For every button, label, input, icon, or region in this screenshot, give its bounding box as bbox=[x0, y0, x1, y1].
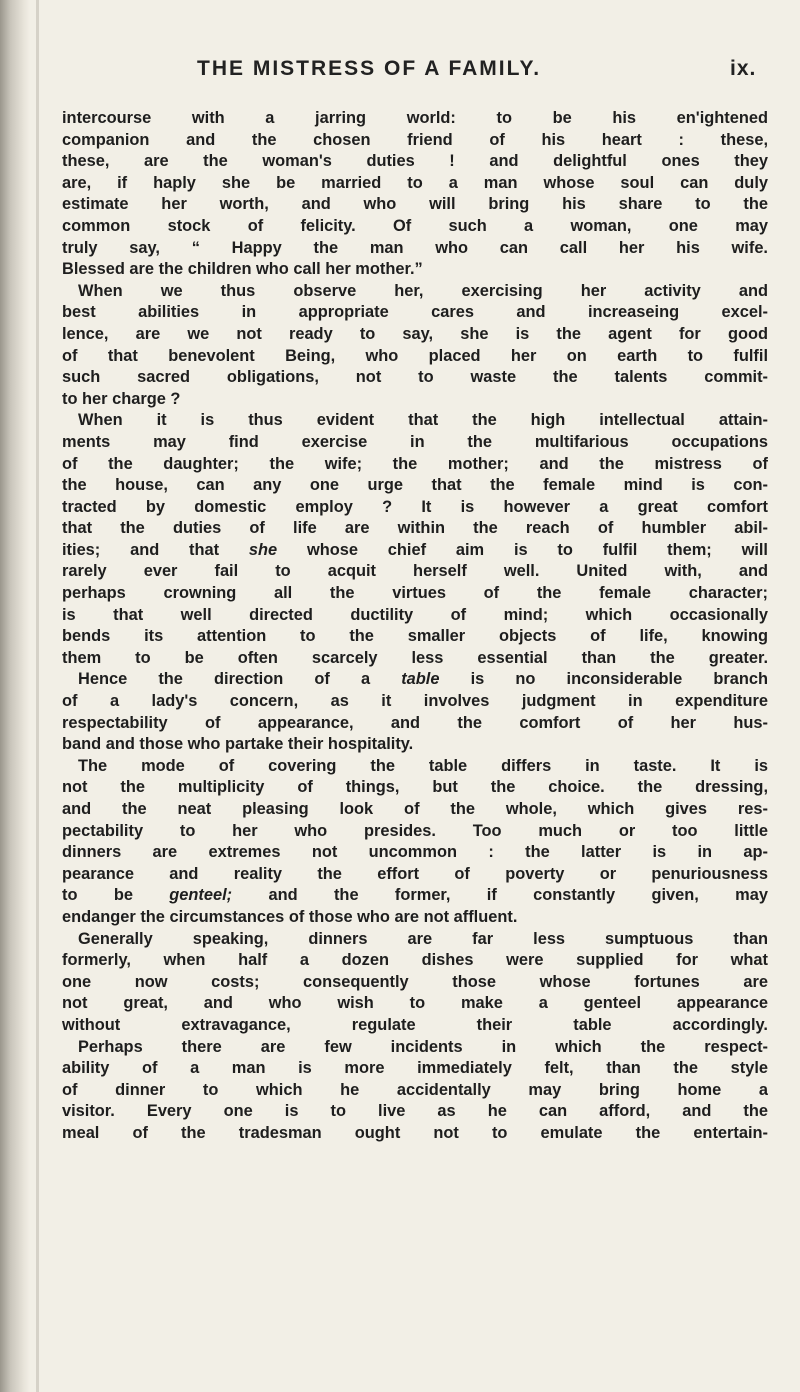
text-segment: whose chief aim is to fulfil them; will bbox=[277, 540, 768, 559]
italic-word: genteel; bbox=[169, 886, 233, 905]
text-line: rarely ever fail to acquit herself well. United with, and bbox=[62, 562, 768, 581]
text-line: that the duties of life are within the reach of humbler abil- bbox=[62, 519, 768, 538]
text-line: ments may find exercise in the multifarious occupations bbox=[62, 432, 768, 451]
text-line: such sacred obligations, not to waste the talents commit- bbox=[62, 368, 768, 387]
running-head bbox=[52, 0, 772, 100]
text-line: tracted by domestic employ ? It is however a great comfort bbox=[62, 497, 768, 516]
text-segment: and the former, if constantly given, may bbox=[232, 886, 768, 905]
text-line bbox=[62, 540, 768, 562]
text-line: Generally speaking, dinners are far less sumptuous than bbox=[78, 929, 768, 948]
text-line: intercourse with a jarring world: to be his en'ightened bbox=[62, 109, 768, 127]
text-line: meal of the tradesman ought not to emulate the entertain- bbox=[62, 1123, 768, 1142]
text-line: to her charge ? bbox=[62, 389, 181, 408]
text-line: Perhaps there are few incidents in which the respect- bbox=[78, 1037, 768, 1056]
text-line: pectability to her who presides. Too much or too little bbox=[62, 821, 768, 840]
text-line: best abilities in appropriate cares and increaseing excel- bbox=[62, 303, 768, 322]
text-segment: to be bbox=[62, 886, 170, 905]
text-line bbox=[62, 669, 768, 691]
text-line: formerly, when half a dozen dishes were supplied for what bbox=[62, 951, 768, 970]
text-line: one now costs; consequently those whose fortunes are bbox=[62, 972, 768, 991]
text-line: not great, and who wish to make a genteel appearance bbox=[62, 994, 768, 1013]
text-line: When we thus observe her, exercising her activity and bbox=[78, 281, 768, 300]
italic-word: she bbox=[248, 540, 278, 559]
text-line: the house, can any one urge that the female mind is con- bbox=[62, 476, 768, 495]
text-segment: ities; and that bbox=[62, 540, 249, 559]
text-line: these, are the woman's duties ! and delightful ones they bbox=[62, 152, 768, 171]
book-page bbox=[52, 0, 772, 1392]
text-line: estimate her worth, and who will bring his share to the bbox=[62, 195, 768, 214]
text-line: and the neat pleasing look of the whole, which gives res- bbox=[62, 800, 768, 818]
text-segment: Hence the direction of a bbox=[78, 670, 402, 689]
text-line: is that well directed ductility of mind; which occasionally bbox=[62, 605, 768, 624]
text-line: them to be often scarcely less essential than the greater. bbox=[62, 648, 768, 667]
text-line: are, if haply she be married to a man whose soul can duly bbox=[62, 173, 768, 192]
page-number: ix. bbox=[730, 57, 757, 80]
text-line: ability of a man is more immediately felt, than the style bbox=[62, 1059, 768, 1078]
text-line: Blessed are the children who call her mother.” bbox=[62, 260, 423, 279]
text-line: band and those who partake their hospitality. bbox=[62, 735, 414, 754]
text-segment: is no inconsiderable branch bbox=[439, 670, 768, 689]
text-line: of that benevolent Being, who placed her on earth to fulfil bbox=[62, 346, 768, 365]
text-line: not the multiplicity of things, but the choice. the dressing, bbox=[62, 778, 768, 797]
text-line bbox=[62, 885, 768, 907]
text-line: pearance and reality the effort of poverty or penuriousness bbox=[62, 864, 768, 883]
text-line: of the daughter; the wife; the mother; and the mistress of bbox=[62, 454, 768, 473]
page-gutter-shadow bbox=[0, 0, 30, 1392]
text-line: visitor. Every one is to live as he can afford, and the bbox=[62, 1102, 768, 1121]
text-line: of a lady's concern, as it involves judgment in expenditure bbox=[62, 692, 768, 711]
text-line: The mode of covering the table differs in taste. It is bbox=[78, 756, 768, 775]
running-title: THE MISTRESS OF A FAMILY. bbox=[197, 57, 542, 80]
text-line: companion and the chosen friend of his heart : these, bbox=[62, 130, 768, 149]
text-line: lence, are we not ready to say, she is the agent for good bbox=[62, 324, 768, 343]
text-line: When it is thus evident that the high intellectual attain- bbox=[78, 411, 768, 430]
text-line: dinners are extremes not uncommon : the latter is in ap- bbox=[62, 843, 768, 862]
text-line: endanger the circumstances of those who are not affluent. bbox=[62, 907, 518, 926]
text-line: respectability of appearance, and the comfort of her hus- bbox=[62, 713, 768, 732]
text-line: common stock of felicity. Of such a woman, one may bbox=[62, 216, 768, 235]
gutter-edge bbox=[36, 0, 39, 1392]
text-line: of dinner to which he accidentally may bring home a bbox=[62, 1080, 768, 1099]
text-line: bends its attention to the smaller objects of life, knowing bbox=[62, 627, 768, 646]
text-line: without extravagance, regulate their table accordingly. bbox=[62, 1015, 768, 1034]
body-text bbox=[62, 108, 768, 1145]
italic-word: table bbox=[401, 670, 440, 689]
text-line: perhaps crowning all the virtues of the female character; bbox=[62, 584, 768, 603]
text-line: truly say, “ Happy the man who can call her his wife. bbox=[62, 238, 768, 257]
